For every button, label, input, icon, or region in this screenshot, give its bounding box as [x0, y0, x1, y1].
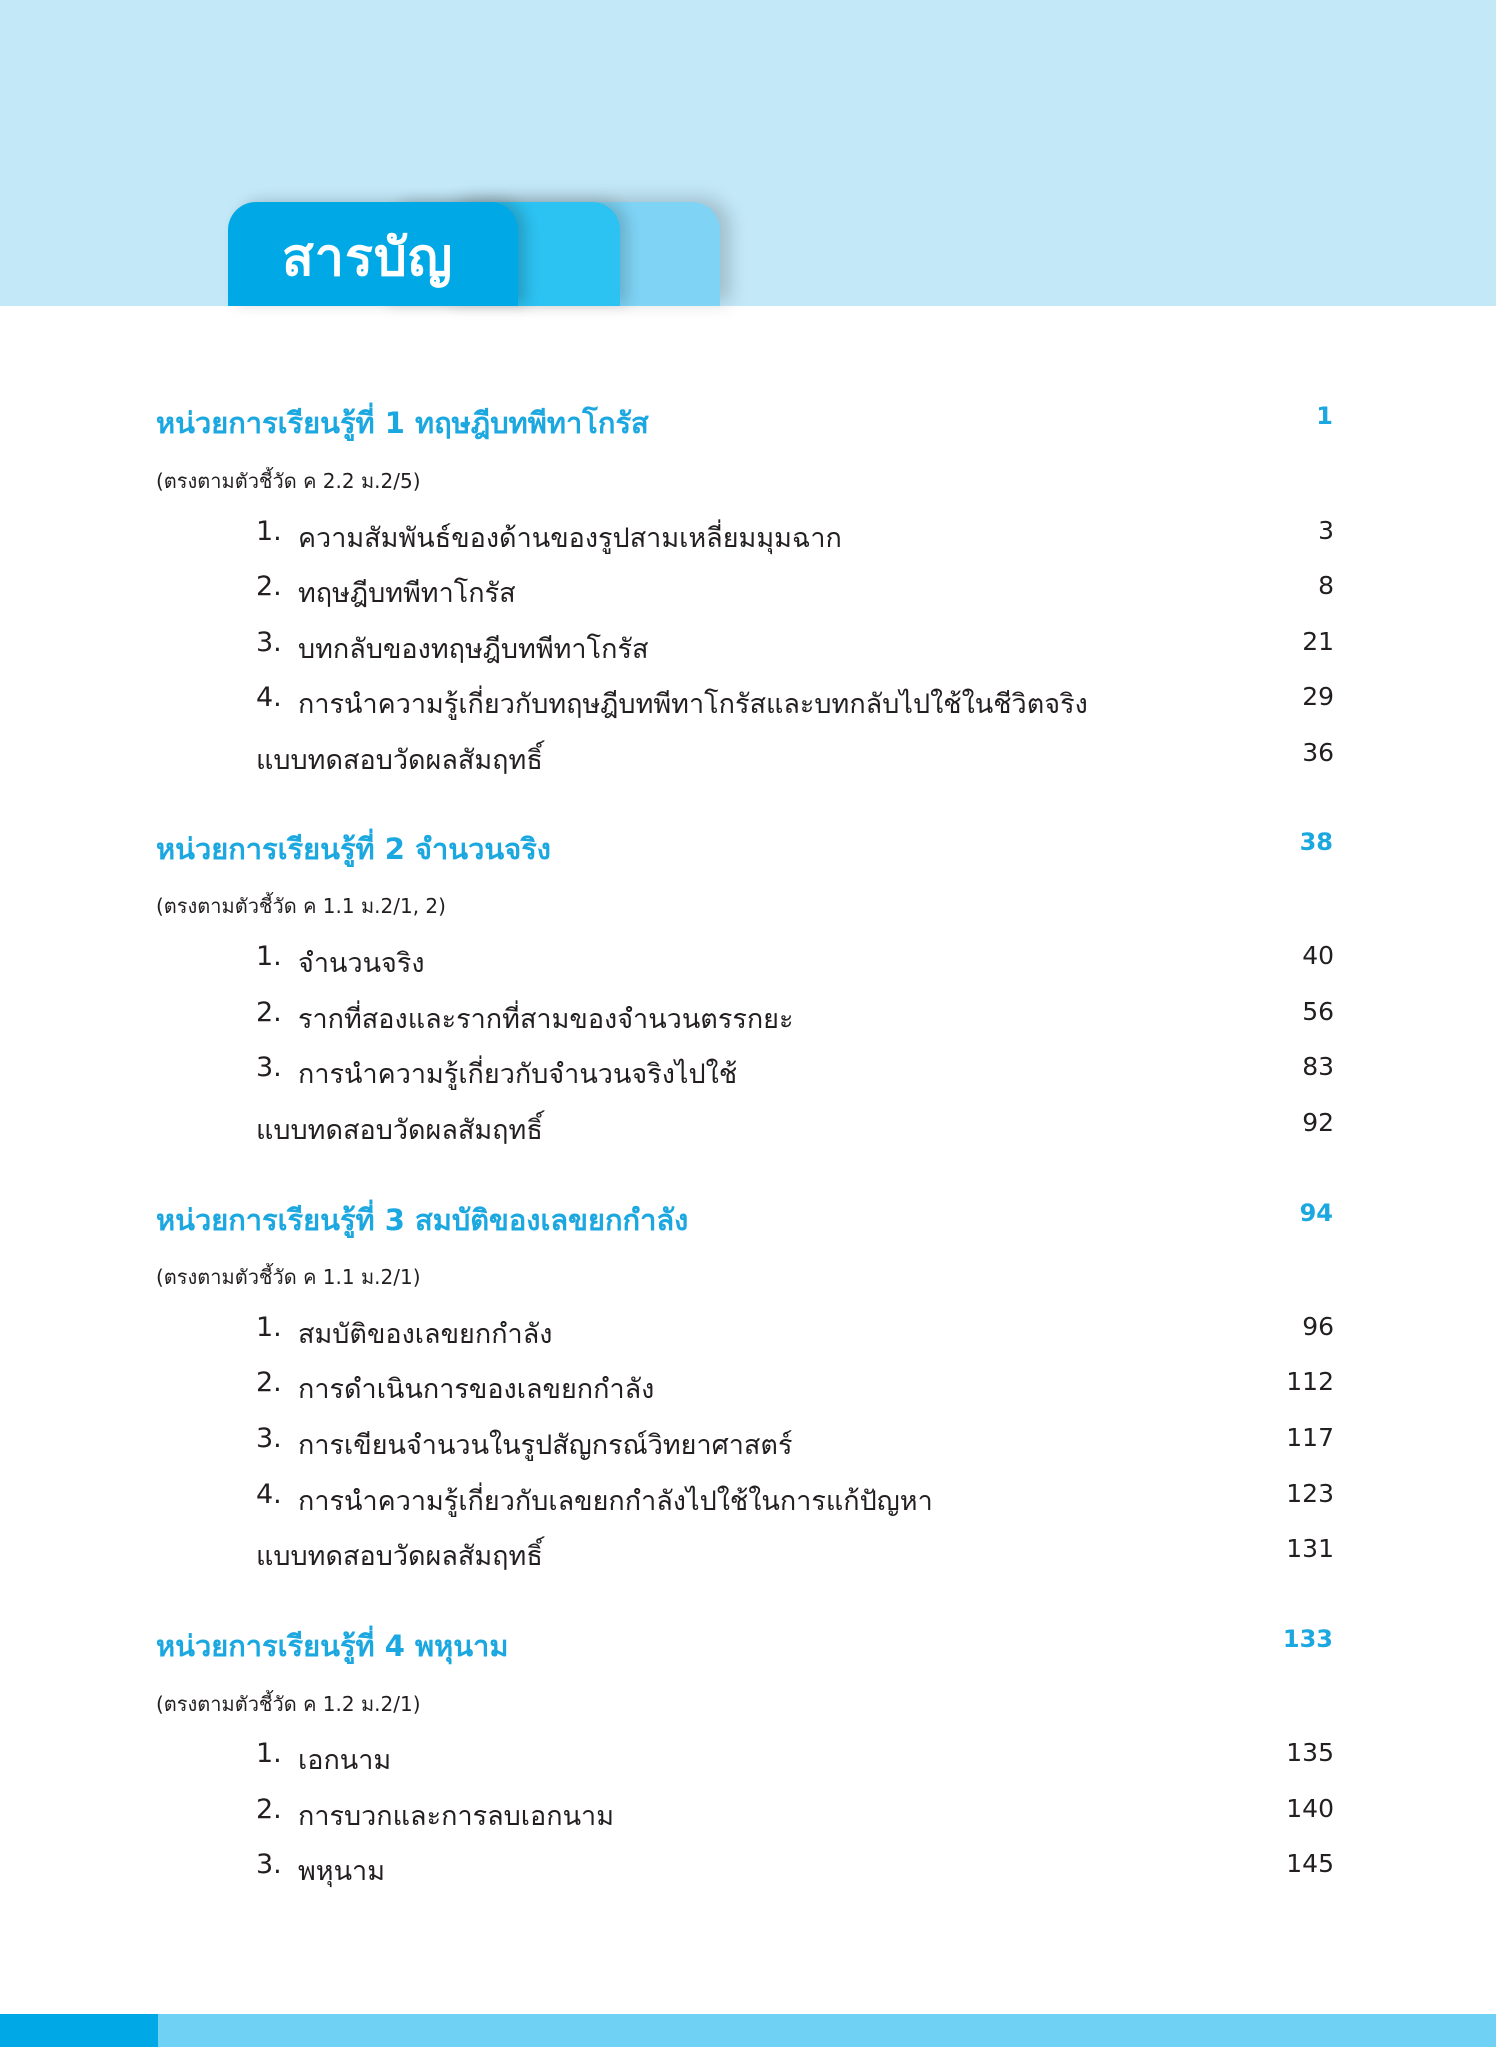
test-page-number: 36	[1302, 738, 1334, 767]
item-page-number: 29	[1302, 682, 1334, 711]
item-title[interactable]: สมบัติของเลขยกกำลัง	[298, 1319, 553, 1350]
unit-page-number: 133	[1282, 1625, 1333, 1653]
item-page-number: 112	[1286, 1367, 1334, 1396]
unit-title[interactable]: หน่วยการเรียนรู้ที่ 1 ทฤษฎีบทพีทาโกรัส	[156, 406, 649, 440]
footer-accent-block	[0, 2014, 158, 2047]
test-title[interactable]: แบบทดสอบวัดผลสัมฤทธิ์	[256, 1541, 543, 1572]
test-page-number: 131	[1286, 1534, 1334, 1563]
item-number: 3.	[256, 1849, 282, 1880]
item-page-number: 40	[1302, 941, 1334, 970]
item-number: 3.	[256, 1052, 282, 1083]
item-number: 1.	[256, 1738, 282, 1769]
item-title[interactable]: การนำความรู้เกี่ยวกับเลขยกกำลังไปใช้ในการแก้ปัญหา	[298, 1486, 933, 1517]
standard-text: (ตรงตามตัวชี้วัด ค 1.1 ม.2/1, 2)	[156, 894, 446, 918]
item-number: 2.	[256, 1367, 282, 1398]
item-title[interactable]: การบวกและการลบเอกนาม	[298, 1801, 615, 1832]
item-number: 1.	[256, 941, 282, 972]
item-title[interactable]: รากที่สองและรากที่สามของจำนวนตรรกยะ	[298, 1004, 794, 1035]
item-title[interactable]: พหุนาม	[298, 1856, 386, 1887]
item-number: 1.	[256, 1312, 282, 1343]
item-title[interactable]: การนำความรู้เกี่ยวกับทฤษฎีบทพีทาโกรัสและบทกลับไปใช้ในชีวิตจริง	[298, 689, 1088, 720]
test-title[interactable]: แบบทดสอบวัดผลสัมฤทธิ์	[256, 1115, 543, 1146]
item-page-number: 117	[1286, 1423, 1334, 1452]
item-number: 2.	[256, 1794, 282, 1825]
item-title[interactable]: บทกลับของทฤษฎีบทพีทาโกรัส	[298, 634, 649, 665]
footer-band	[0, 2014, 1496, 2047]
unit-page-number: 94	[1299, 1199, 1333, 1227]
item-title[interactable]: เอกนาม	[298, 1745, 392, 1776]
standard-text: (ตรงตามตัวชี้วัด ค 2.2 ม.2/5)	[156, 469, 421, 493]
item-number: 4.	[256, 682, 282, 713]
item-page-number: 135	[1286, 1738, 1334, 1767]
unit-title[interactable]: หน่วยการเรียนรู้ที่ 2 จำนวนจริง	[156, 832, 551, 866]
page-title: สารบัญ	[282, 228, 454, 288]
item-page-number: 140	[1286, 1794, 1334, 1823]
item-number: 1.	[256, 516, 282, 547]
standard-text: (ตรงตามตัวชี้วัด ค 1.2 ม.2/1)	[156, 1692, 421, 1716]
header-band	[0, 0, 1496, 306]
item-page-number: 123	[1286, 1479, 1334, 1508]
item-number: 3.	[256, 627, 282, 658]
item-title[interactable]: การนำความรู้เกี่ยวกับจำนวนจริงไปใช้	[298, 1059, 738, 1090]
item-page-number: 8	[1318, 571, 1334, 600]
item-title[interactable]: จำนวนจริง	[298, 948, 425, 979]
unit-title[interactable]: หน่วยการเรียนรู้ที่ 3 สมบัติของเลขยกกำลัง	[156, 1203, 689, 1237]
item-page-number: 83	[1302, 1052, 1334, 1081]
item-page-number: 56	[1302, 997, 1334, 1026]
test-page-number: 92	[1302, 1108, 1334, 1137]
unit-page-number: 38	[1299, 828, 1333, 856]
unit-title[interactable]: หน่วยการเรียนรู้ที่ 4 พหุนาม	[156, 1629, 509, 1663]
item-page-number: 21	[1302, 627, 1334, 656]
item-number: 4.	[256, 1479, 282, 1510]
item-number: 3.	[256, 1423, 282, 1454]
test-title[interactable]: แบบทดสอบวัดผลสัมฤทธิ์	[256, 745, 543, 776]
item-title[interactable]: ความสัมพันธ์ของด้านของรูปสามเหลี่ยมมุมฉาก	[298, 523, 842, 554]
item-number: 2.	[256, 571, 282, 602]
item-page-number: 96	[1302, 1312, 1334, 1341]
item-title[interactable]: การดำเนินการของเลขยกกำลัง	[298, 1374, 655, 1405]
unit-page-number: 1	[1316, 402, 1333, 430]
item-number: 2.	[256, 997, 282, 1028]
item-page-number: 3	[1318, 516, 1334, 545]
item-title[interactable]: ทฤษฎีบทพีทาโกรัส	[298, 578, 516, 609]
item-title[interactable]: การเขียนจำนวนในรูปสัญกรณ์วิทยาศาสตร์	[298, 1430, 793, 1461]
item-page-number: 145	[1286, 1849, 1334, 1878]
standard-text: (ตรงตามตัวชี้วัด ค 1.1 ม.2/1)	[156, 1265, 421, 1289]
